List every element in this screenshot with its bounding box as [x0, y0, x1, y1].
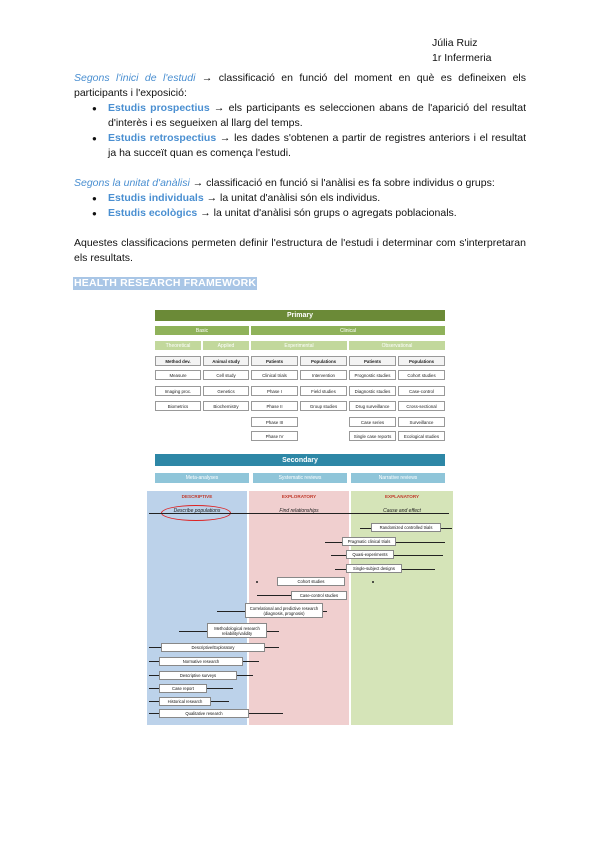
design-box: Qualitative research [159, 709, 249, 718]
systematic-reviews-header: Systematic reviews [253, 473, 347, 483]
table-cell: Genetics [203, 386, 249, 396]
range-point [256, 581, 258, 583]
table-cell: Measure [155, 370, 201, 380]
table-cell: Ecological studies [398, 431, 445, 441]
design-box: Pragmatic clinical trials [342, 537, 396, 546]
document-body [74, 71, 526, 266]
column-header: Patients [349, 356, 396, 366]
desc-retrospective: → les dades s'obtenen a partir de registres anteriors i el resultat ja ha succeït quan es comença l'estudi. [108, 132, 526, 159]
desc-ecological: → la unitat d'anàlisi són grups o agregats poblacionals. [197, 207, 457, 219]
author-name: Júlia Ruiz [432, 37, 478, 49]
column-header: Method dev. [155, 356, 201, 366]
table-cell: Phase IV [251, 431, 298, 441]
table-cell: Phase I [251, 386, 298, 396]
continuum-arrow [149, 513, 449, 514]
list-item [92, 131, 526, 161]
column-header: Populations [300, 356, 347, 366]
range-point [372, 581, 374, 583]
table-cell: Clinical trials [251, 370, 298, 380]
exploratory-title: EXPLORATORY [281, 494, 317, 499]
cause-and-effect: Cause and effect [383, 508, 421, 514]
column-header: Patients [251, 356, 298, 366]
table-cell: Biochemistry [203, 401, 249, 411]
table-cell: Diagnostic studies [349, 386, 396, 396]
design-box: Randomized controlled trials [371, 523, 441, 532]
observational-header: Observational [349, 341, 445, 350]
section2-text: → classificació en funció si l'anàlisi es fa sobre individus o grups: [189, 177, 495, 189]
describe-populations: Describe populations [173, 508, 221, 514]
meta-analyses-header: Meta-analyses [155, 473, 249, 483]
table-cell: Cohort studies [398, 370, 445, 380]
framework-figure [145, 307, 455, 725]
table-cell: Case-control [398, 386, 445, 396]
descriptive-title: DESCRIPTIVE [181, 494, 213, 499]
table-cell: Intervention [300, 370, 347, 380]
table-cell: Cross-sectional [398, 401, 445, 411]
design-box: Methodological research reliability/validity [207, 623, 267, 638]
table-cell: Field studies [300, 386, 347, 396]
table-cell: Prognostic studies [349, 370, 396, 380]
theoretical-header: Theoretical [155, 341, 201, 350]
list-item [92, 101, 526, 131]
design-box: Single-subject designs [346, 564, 402, 573]
design-box: Descriptive surveys [159, 671, 237, 680]
table-cell: Phase II [251, 401, 298, 411]
table-cell: Cell study [203, 370, 249, 380]
table-cell: Biometrics [155, 401, 201, 411]
narrative-reviews-header: Narrative reviews [351, 473, 445, 483]
section2-intro [74, 176, 526, 191]
basic-header: Basic [155, 326, 249, 335]
explanatory-title: EXPLANATORY [384, 494, 420, 499]
section2-lead: Segons la unitat d'anàlisi [74, 177, 190, 189]
section1-text: → classificació en funció del moment en què es defineixen els participants i l'exposició: [74, 72, 527, 99]
design-box: Correlational and predictive research (diagnosis, prognosis) [245, 603, 323, 618]
desc-prospective: → els participants es seleccionen abans de l'aparició del resultat d'interès i es segueixen al llarg del temps. [108, 102, 526, 129]
table-cell: Case series [349, 417, 396, 427]
author-block [432, 36, 492, 66]
table-cell: Single case reports [349, 431, 396, 441]
design-box: Quasi-experiments [346, 550, 394, 559]
secondary-header: Secondary [155, 454, 445, 466]
section-heading: HEALTH RESEARCH FRAMEWORK [74, 277, 257, 289]
term-prospective: Estudis prospectius [108, 102, 210, 114]
experimental-header: Experimental [251, 341, 347, 350]
applied-header: Applied [203, 341, 249, 350]
design-box: Case-control studies [291, 591, 347, 600]
table-cell: Phase III [251, 417, 298, 427]
desc-individual: → la unitat d'anàlisi són els individus. [203, 192, 381, 204]
section2-list [92, 191, 526, 221]
section1-lead: Segons l'inici de l'estudi [74, 72, 196, 84]
clinical-header: Clinical [251, 326, 445, 335]
table-cell: Group studies [300, 401, 347, 411]
table-cell: Imaging proc. [155, 386, 201, 396]
find-relationships: Find relationships [279, 508, 319, 514]
design-box: Normative research [159, 657, 243, 666]
conclusion: Aquestes classificacions permeten definir l'estructura de l'estudi i determinar com s'interpretaran els resultats. [74, 237, 526, 264]
column-header: Animal study [203, 356, 249, 366]
term-ecological: Estudis ecològics [108, 207, 198, 219]
design-box: Case report [159, 684, 207, 693]
design-box: Cohort studies [277, 577, 345, 586]
list-item [92, 191, 526, 206]
section1-intro [74, 71, 526, 101]
section1-list [92, 101, 526, 161]
design-box: Historical research [159, 697, 211, 706]
design-box: Descriptive/Exploratory [161, 643, 265, 652]
table-cell: Surveillance [398, 417, 445, 427]
table-cell: Drug surveillance [349, 401, 396, 411]
list-item [92, 206, 526, 221]
column-header: Populations [398, 356, 445, 366]
author-course: 1r Infermeria [432, 52, 492, 64]
term-retrospective: Estudis retrospectius [108, 132, 217, 144]
primary-header: Primary [155, 310, 445, 321]
term-individual: Estudis individuals [108, 192, 204, 204]
